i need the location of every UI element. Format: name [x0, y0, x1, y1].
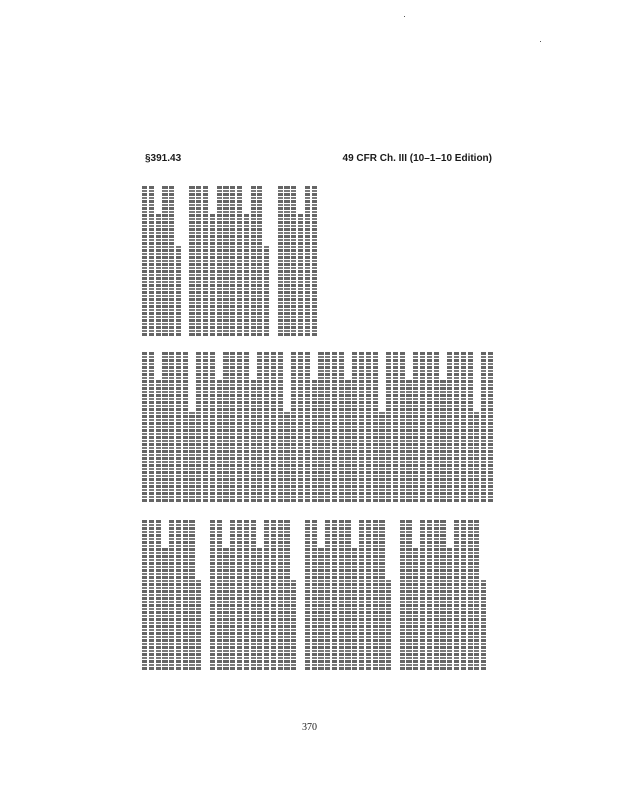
- illegible-text-line: [434, 352, 439, 502]
- illegible-text-line: [454, 520, 459, 670]
- illegible-text-line: [352, 352, 357, 502]
- illegible-text-line: [434, 520, 439, 670]
- illegible-text-line: [230, 186, 235, 336]
- scan-speck: [540, 41, 541, 42]
- illegible-text-line: [440, 520, 445, 670]
- illegible-text-line: [244, 213, 249, 336]
- illegible-text-line: [298, 213, 303, 336]
- text-column-1: [142, 520, 498, 670]
- illegible-text-line: [210, 520, 215, 670]
- illegible-text-line: [176, 246, 181, 336]
- section-number: §391.43: [145, 153, 182, 164]
- illegible-text-line: [312, 520, 317, 670]
- illegible-text-line: [217, 186, 222, 336]
- illegible-text-line: [203, 352, 208, 502]
- illegible-text-line: [251, 520, 256, 670]
- illegible-text-line: [291, 186, 296, 336]
- illegible-text-line: [162, 352, 167, 502]
- illegible-text-line: [217, 379, 222, 502]
- illegible-text-line: [318, 547, 323, 670]
- illegible-text-line: [223, 547, 228, 670]
- illegible-text-line: [305, 352, 310, 502]
- illegible-text-line: [169, 520, 174, 670]
- cfr-citation: 49 CFR Ch. III (10–1–10 Edition): [342, 153, 492, 164]
- illegible-text-line: [345, 520, 350, 670]
- illegible-text-line: [244, 520, 249, 670]
- illegible-text-line: [237, 186, 242, 336]
- illegible-text-line: [278, 352, 283, 502]
- illegible-text-line: [291, 352, 296, 502]
- illegible-text-line: [278, 520, 283, 670]
- illegible-text-line: [413, 547, 418, 670]
- illegible-text-line: [386, 352, 391, 502]
- illegible-text-line: [189, 186, 194, 336]
- illegible-text-line: [427, 352, 432, 502]
- illegible-text-line: [223, 186, 228, 336]
- illegible-text-line: [400, 352, 405, 502]
- illegible-text-line: [318, 352, 323, 502]
- illegible-text-line: [189, 412, 194, 502]
- illegible-text-line: [169, 352, 174, 502]
- illegible-text-line: [461, 520, 466, 670]
- illegible-text-line: [325, 520, 330, 670]
- illegible-text-line: [230, 520, 235, 670]
- illegible-text-line: [264, 352, 269, 502]
- illegible-text-line: [312, 186, 317, 336]
- illegible-text-line: [440, 379, 445, 502]
- illegible-text-line: [366, 520, 371, 670]
- illegible-text-line: [379, 520, 384, 670]
- rotated-columns: [142, 176, 498, 670]
- illegible-text-line: [196, 186, 201, 336]
- illegible-text-line: [156, 379, 161, 502]
- illegible-text-line: [332, 352, 337, 502]
- illegible-text-line: [393, 352, 398, 502]
- illegible-text-line: [339, 352, 344, 502]
- illegible-text-line: [406, 520, 411, 670]
- illegible-text-line: [284, 520, 289, 670]
- illegible-text-line: [379, 412, 384, 502]
- page-number: 370: [302, 722, 317, 733]
- illegible-text-line: [488, 352, 493, 502]
- scan-speck: [404, 16, 405, 17]
- illegible-text-line: [359, 520, 364, 670]
- illegible-text-line: [183, 520, 188, 670]
- illegible-text-line: [325, 352, 330, 502]
- illegible-text-line: [183, 352, 188, 502]
- illegible-text-line: [257, 352, 262, 502]
- illegible-text-line: [427, 520, 432, 670]
- illegible-text-line: [210, 213, 215, 336]
- illegible-text-line: [284, 186, 289, 336]
- illegible-text-line: [257, 547, 262, 670]
- illegible-text-line: [373, 520, 378, 670]
- illegible-text-line: [142, 520, 147, 670]
- illegible-text-line: [420, 352, 425, 502]
- illegible-text-line: [420, 520, 425, 670]
- illegible-text-line: [203, 186, 208, 336]
- illegible-text-line: [251, 379, 256, 502]
- text-column-2: [142, 352, 498, 502]
- illegible-text-line: [149, 186, 154, 336]
- illegible-text-line: [176, 520, 181, 670]
- illegible-text-line: [257, 186, 262, 336]
- illegible-text-line: [447, 547, 452, 670]
- illegible-text-line: [278, 186, 283, 336]
- illegible-text-line: [468, 352, 473, 502]
- illegible-text-line: [176, 352, 181, 502]
- illegible-text-line: [406, 379, 411, 502]
- illegible-text-line: [284, 412, 289, 502]
- illegible-text-line: [474, 412, 479, 502]
- illegible-text-line: [264, 520, 269, 670]
- illegible-text-line: [481, 352, 486, 502]
- illegible-text-line: [468, 520, 473, 670]
- illegible-text-line: [339, 520, 344, 670]
- rotated-text-block: [142, 176, 498, 670]
- illegible-text-line: [345, 379, 350, 502]
- illegible-text-line: [142, 352, 147, 502]
- illegible-text-line: [237, 352, 242, 502]
- illegible-text-line: [305, 520, 310, 670]
- illegible-text-line: [271, 520, 276, 670]
- illegible-text-line: [149, 520, 154, 670]
- illegible-text-line: [230, 352, 235, 502]
- illegible-text-line: [447, 352, 452, 502]
- illegible-text-line: [223, 352, 228, 502]
- illegible-text-line: [156, 520, 161, 670]
- illegible-text-line: [461, 352, 466, 502]
- illegible-text-line: [149, 352, 154, 502]
- illegible-text-line: [271, 352, 276, 502]
- illegible-text-line: [474, 520, 479, 670]
- illegible-text-line: [332, 520, 337, 670]
- illegible-text-line: [352, 547, 357, 670]
- illegible-text-line: [312, 379, 317, 502]
- illegible-text-line: [366, 352, 371, 502]
- illegible-text-line: [251, 186, 256, 336]
- illegible-text-line: [373, 352, 378, 502]
- illegible-text-line: [386, 580, 391, 670]
- illegible-text-line: [244, 352, 249, 502]
- illegible-text-line: [162, 547, 167, 670]
- illegible-text-line: [210, 352, 215, 502]
- illegible-text-line: [298, 352, 303, 502]
- illegible-text-line: [196, 352, 201, 502]
- illegible-text-line: [196, 580, 201, 670]
- illegible-text-line: [162, 186, 167, 336]
- illegible-text-line: [481, 580, 486, 670]
- illegible-text-line: [264, 246, 269, 336]
- illegible-text-line: [305, 186, 310, 336]
- illegible-text-line: [217, 520, 222, 670]
- illegible-text-line: [237, 520, 242, 670]
- text-column-3: [142, 186, 498, 336]
- illegible-text-line: [454, 352, 459, 502]
- illegible-text-line: [400, 520, 405, 670]
- illegible-text-line: [291, 580, 296, 670]
- illegible-text-line: [359, 352, 364, 502]
- illegible-text-line: [156, 213, 161, 336]
- illegible-text-line: [189, 520, 194, 670]
- illegible-text-line: [169, 186, 174, 336]
- illegible-text-line: [413, 352, 418, 502]
- illegible-text-line: [142, 186, 147, 336]
